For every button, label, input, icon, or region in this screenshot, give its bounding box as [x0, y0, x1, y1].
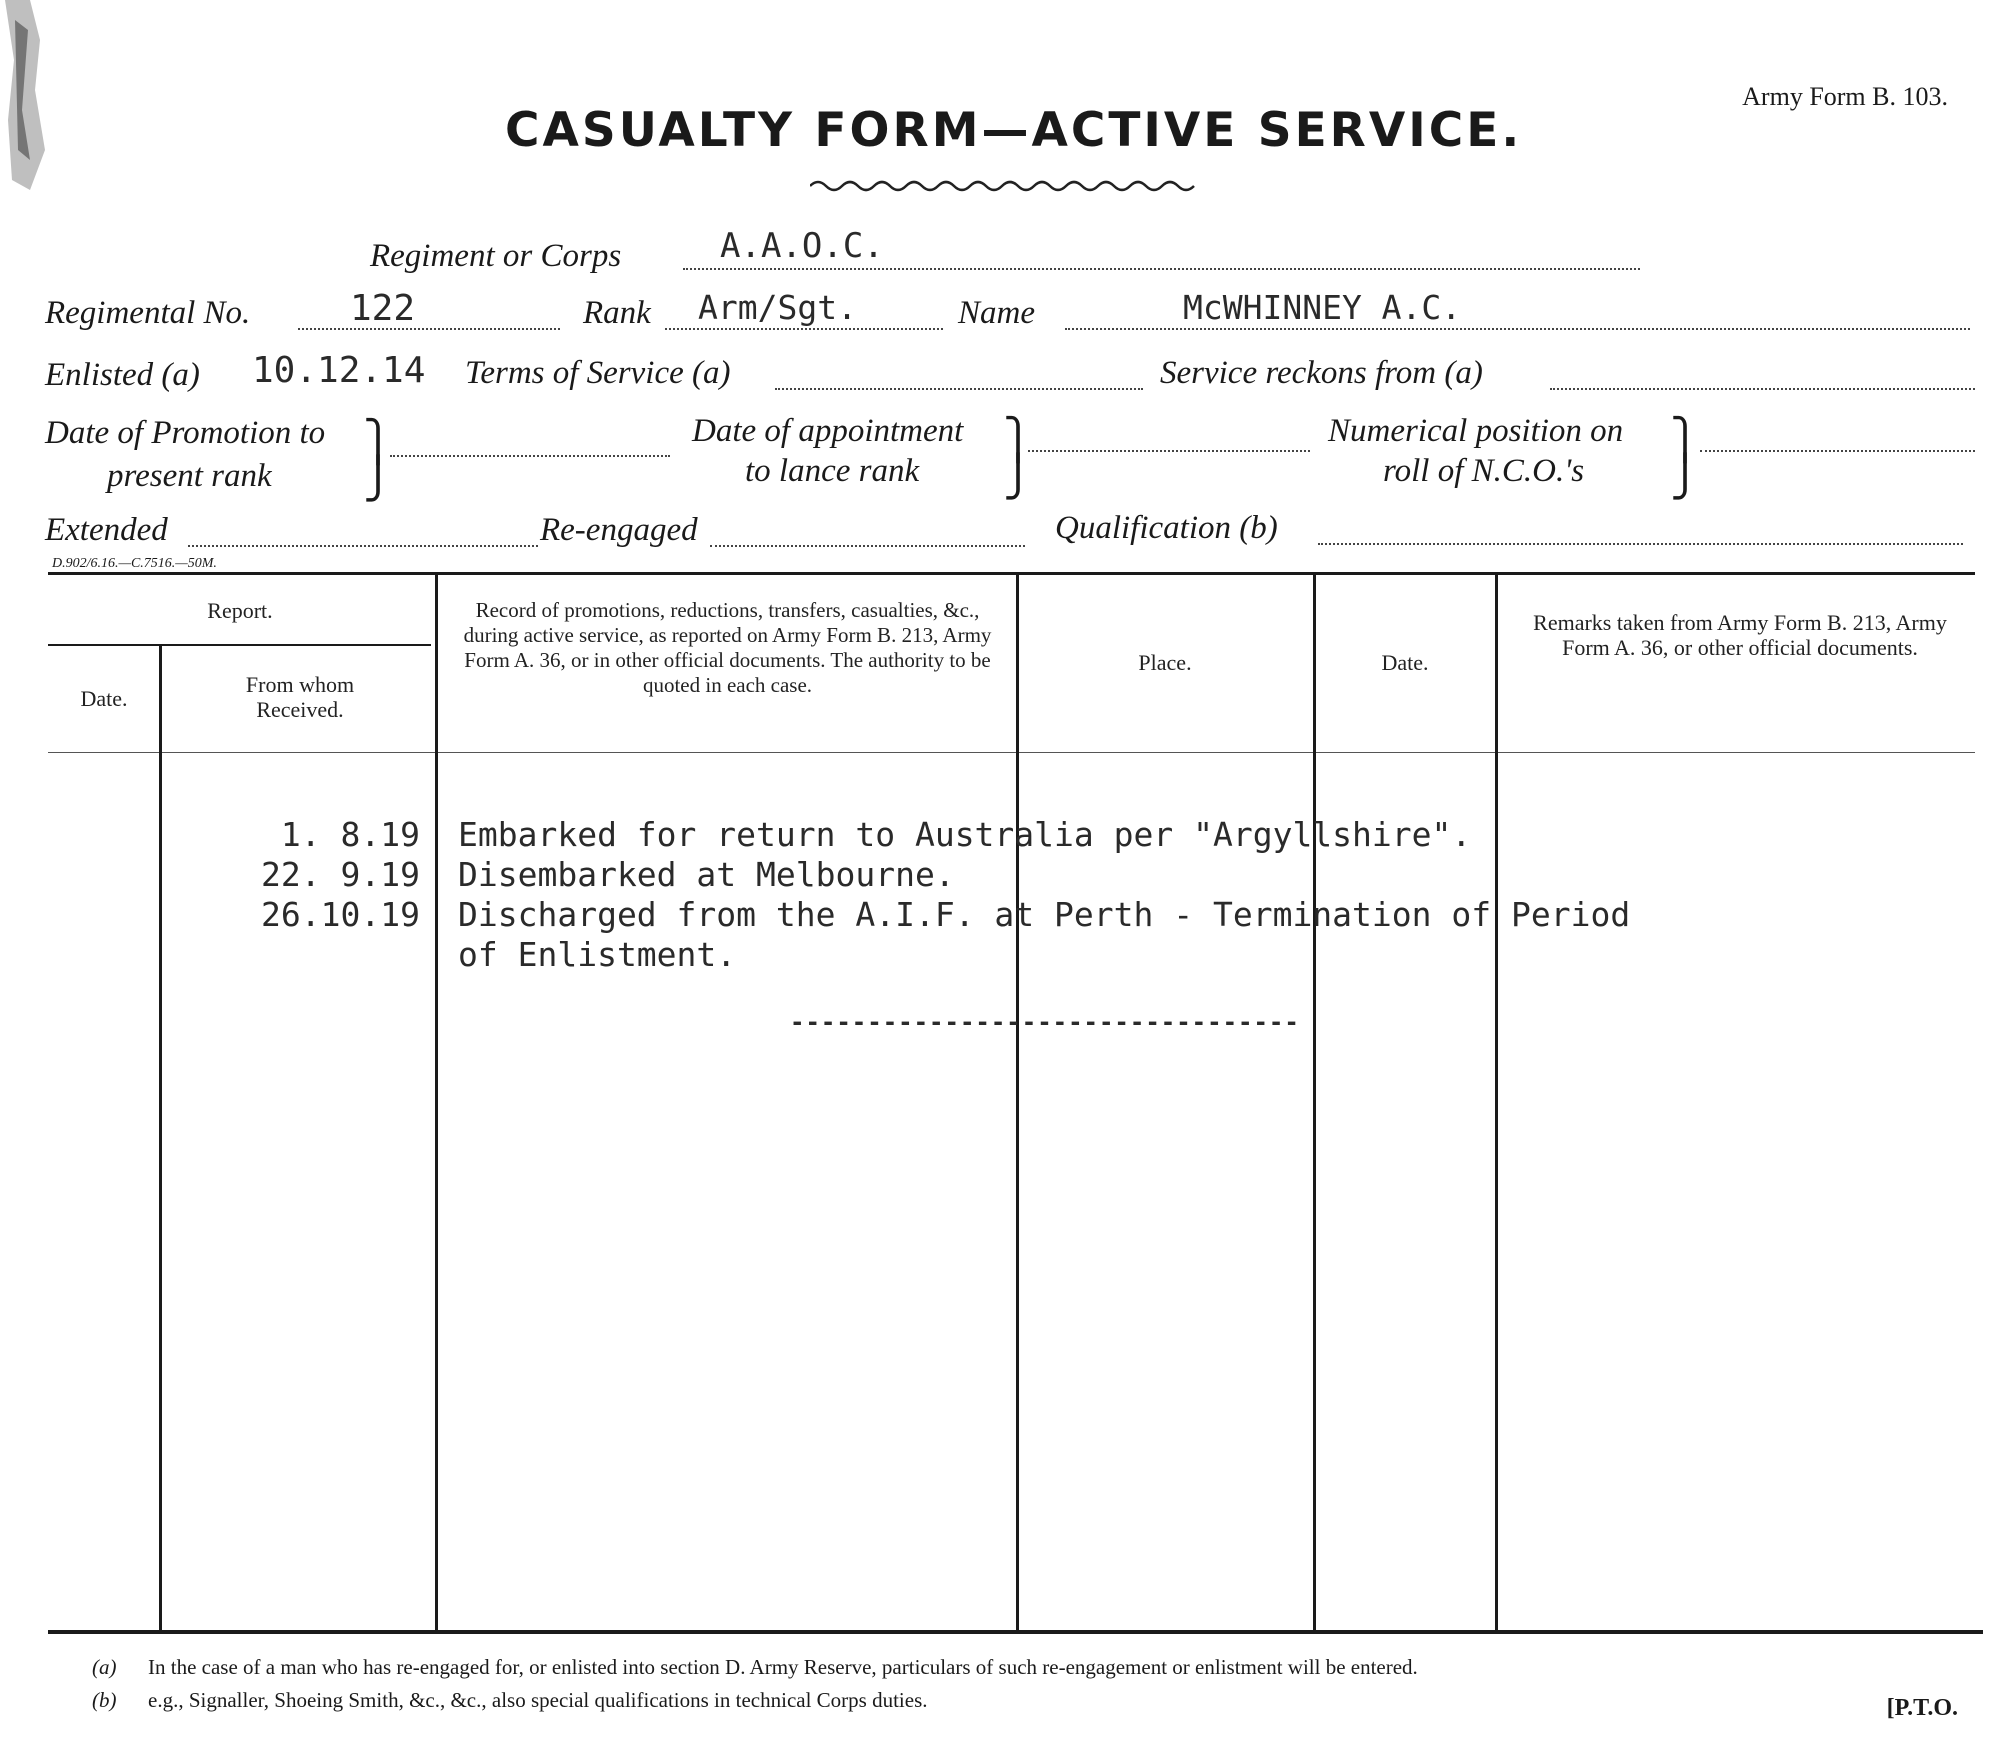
- print-code: D.902/6.16.—C.7516.—50M.: [52, 556, 217, 571]
- numerical-label-1: Numerical position on: [1328, 413, 1624, 449]
- appointment-brace-lower: ⎭: [1003, 454, 1033, 499]
- promotion-label-2: present rank: [107, 458, 272, 494]
- enlisted-label: Enlisted (a): [45, 357, 200, 393]
- table-top-rule: [48, 572, 1975, 575]
- promotion-brace-lower: ⎭: [363, 456, 393, 501]
- closing-dash-rule: ---------------------------------: [790, 1008, 1300, 1036]
- footnote-a-text: In the case of a man who has re-engaged for, or enlisted into section D. Army Reserve, particulars of such re-engagement or enlistment will be entered.: [148, 1655, 1418, 1679]
- regimental-no-value: 122: [350, 288, 416, 329]
- report-header: Report.: [207, 598, 273, 623]
- rank-dots: [665, 328, 943, 330]
- remarks-header: Remarks taken from Army Form B. 213, Army Form A. 36, or other official documents.: [1533, 610, 1947, 660]
- appointment-dots: [1028, 450, 1310, 452]
- footnote-b-text: e.g., Signaller, Shoeing Smith, &c., &c., also special qualifications in technical Corps duties.: [148, 1688, 928, 1712]
- table-bottom-rule: [48, 1630, 1983, 1634]
- form-number: Army Form B. 103.: [1742, 82, 1948, 111]
- name-label: Name: [958, 295, 1035, 331]
- numerical-dots: [1700, 450, 1975, 452]
- date2-header: Date.: [1381, 650, 1429, 675]
- regimental-no-label: Regimental No.: [45, 295, 251, 331]
- enlisted-value: 10.12.14: [252, 350, 426, 391]
- appointment-brace: ⎫: [1003, 417, 1033, 462]
- col-divider-5: [1495, 574, 1498, 1630]
- rank-label: Rank: [583, 295, 651, 331]
- reckons-dots: [1550, 388, 1975, 390]
- entry-text: Discharged from the A.I.F. at Perth - Termination of Period: [458, 895, 1631, 934]
- rank-value: Arm/Sgt.: [698, 288, 857, 327]
- regiment-dots: [683, 268, 1640, 270]
- name-value: McWHINNEY A.C.: [1183, 288, 1462, 327]
- numerical-label-2: roll of N.C.O.'s: [1383, 453, 1585, 489]
- from-whom-header: From whom Received.: [245, 672, 355, 722]
- entry-date: 1. 8.19: [280, 815, 420, 854]
- extended-label: Extended: [45, 512, 168, 548]
- appointment-label-2: to lance rank: [745, 453, 920, 489]
- promotion-label-1: Date of Promotion to: [45, 415, 326, 451]
- numerical-brace-lower: ⎭: [1670, 454, 1700, 499]
- entry-date: 26.10.19: [261, 895, 420, 934]
- col-divider-4: [1313, 574, 1316, 1630]
- regimental-no-dots: [298, 328, 560, 330]
- name-dots: [1065, 328, 1970, 330]
- footnote-b-marker: (b): [92, 1688, 117, 1712]
- qualification-label: Qualification (b): [1055, 510, 1278, 546]
- col-divider-1: [159, 645, 162, 1630]
- terms-label: Terms of Service (a): [465, 355, 731, 391]
- regiment-label: Regiment or Corps: [370, 238, 622, 274]
- numerical-brace: ⎫: [1670, 417, 1700, 462]
- col-divider-3: [1016, 574, 1019, 1630]
- entry-text: of Enlistment.: [458, 935, 737, 974]
- pto-mark: [P.T.O.: [1886, 1695, 1958, 1721]
- scan-smudge: [0, 0, 60, 200]
- appointment-label-1: Date of appointment: [692, 413, 964, 449]
- promotion-brace: ⎫: [363, 419, 393, 464]
- header-bottom-rule: [48, 752, 1975, 753]
- col-divider-2: [435, 574, 438, 1630]
- place-header: Place.: [1138, 650, 1192, 675]
- reckons-label: Service reckons from (a): [1160, 355, 1483, 391]
- reengaged-label: Re-engaged: [540, 512, 698, 548]
- entry-text: Embarked for return to Australia per "Argyllshire".: [458, 815, 1472, 854]
- report-sub-rule: [48, 644, 431, 646]
- date-header: Date.: [80, 686, 128, 711]
- footnote-a-marker: (a): [92, 1655, 117, 1679]
- qualification-dots: [1318, 543, 1963, 545]
- page-title: CASUALTY FORM—ACTIVE SERVICE.: [505, 103, 1523, 158]
- entry-text: Disembarked at Melbourne.: [458, 855, 955, 894]
- record-header: Record of promotions, reductions, transfers, casualties, &c., during active service, as reported on Army Form B. 213, Army Form A. 36, or in other official documents. The authority to be quoted in each case.: [463, 598, 992, 697]
- terms-dots: [775, 388, 1143, 390]
- promotion-dots: [390, 455, 670, 457]
- extended-dots: [188, 545, 538, 547]
- reengaged-dots: [710, 545, 1025, 547]
- regiment-value: A.A.O.C.: [720, 226, 884, 266]
- entry-date: 22. 9.19: [261, 855, 420, 894]
- title-underline: [810, 178, 1200, 194]
